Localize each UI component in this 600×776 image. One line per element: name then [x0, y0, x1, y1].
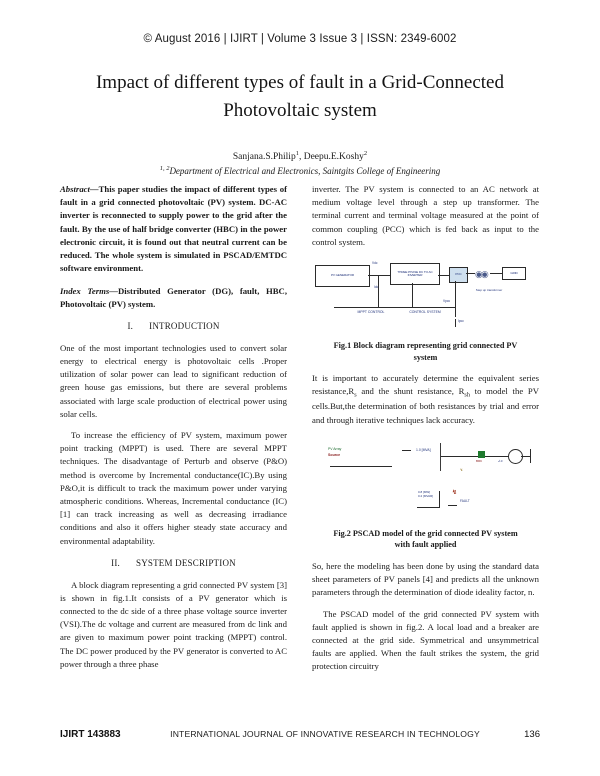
- figure1-wire-ipcc: [455, 319, 456, 327]
- figure1-wire-dc-tap: [378, 275, 379, 307]
- author-list: [0, 150, 600, 162]
- figure2-angle-label: ∠0: [498, 458, 503, 463]
- right-column: [312, 183, 539, 698]
- figure1-wire-transformer-grid: [490, 273, 502, 274]
- resistance-text-b: and the shunt resistance, R: [356, 386, 465, 397]
- figure-1: [312, 257, 539, 335]
- figure1-control-system-label: CONTROL SYSTEM: [409, 310, 441, 315]
- figure-2-caption-line-1: Fig.2 PSCAD model of the grid connected PV system: [333, 528, 518, 538]
- index-terms-paragraph: [60, 285, 287, 311]
- abstract-paragraph: [60, 183, 287, 276]
- title-line-1: Impact of different types of fault in a Grid-Connected: [95, 72, 504, 93]
- section-number-1: I.: [127, 320, 134, 331]
- resistance-sub-s: s: [354, 392, 357, 400]
- figure2-dc-link: [402, 450, 411, 451]
- figure1-label-idc: Idc: [374, 285, 379, 290]
- continuation-paragraph: inverter. The PV system is connected to an AC network at medium voltage level through a step up transformer. The terminal current and terminal voltage measured at the point of common coupling (PCC) which is fed back as input to the control system.: [312, 184, 539, 247]
- footer-page-number: 136: [524, 729, 540, 740]
- index-terms-label: Index Terms—: [60, 285, 118, 296]
- resistance-text-c: to model the PV cells.But,the determination of both resistances by trial and error and through iterative techniques lack accuracy.: [312, 386, 539, 425]
- resistance-text-a: It is important to accurately determine the equivalent series resistance,R: [312, 373, 539, 397]
- figure-1-caption-line-1: Fig.1 Block diagram representing grid connected PV: [333, 341, 518, 351]
- figure-2-diagram: [312, 435, 539, 523]
- figure2-fault-label: FAULT: [460, 498, 470, 503]
- figure1-pcc-box: PCC: [449, 267, 468, 283]
- author-two: , Deepu.E.Koshy: [298, 152, 364, 163]
- section-heading-system-description: [60, 557, 287, 571]
- figure-1-caption-line-2: system: [413, 352, 438, 362]
- affiliation: [0, 165, 600, 176]
- abstract-text: This paper studies the impact of different types of fault in a grid connected photovoltaic (PV) system. DC-AC inverter is reconnected to supply power to the grid after the fault. By the use of half bridge converter (HBC) in the power electronic circuit, it is found out that neutral current can be reduced. The whole system is simulated in PSCAD/EMTDC software environment.: [60, 184, 287, 274]
- figure2-source-terminal: [530, 449, 531, 463]
- page-title: [65, 69, 535, 124]
- figure1-wire-mppt-bus: [334, 307, 430, 308]
- resistance-sub-sh: sh: [464, 392, 470, 400]
- intro-paragraph-1: One of the most important technologies used to convert solar energy to electrical energy is photovoltaic cells .Proper utilization of solar power can lead to significant reduction of green house gas emissions, but there are several problems associated with large scale production of electrical power using solar cells.: [60, 342, 287, 419]
- section-title-2: SYSTEM DESCRIPTION: [135, 557, 236, 568]
- figure1-label-vdc: Vdc: [372, 261, 378, 266]
- figure1-wire-pv-inverter: [368, 275, 390, 276]
- figure1-wire-pcc-transformer: [466, 273, 475, 274]
- figure1-pv-generator-box: PV GENERATOR: [315, 265, 370, 287]
- index-terms-text: Distributed Generator (DG), fault, HBC, Photovoltaic (PV) system.: [60, 285, 288, 309]
- figure2-source-label: Source: [328, 452, 341, 457]
- left-column: [60, 183, 287, 698]
- figure2-fault-icon: ↯: [452, 489, 458, 496]
- figure1-label-ipcc: Ipcc: [458, 319, 464, 324]
- figure1-inverter-box: THREE PHASE DC TO AC INVERTER: [390, 263, 440, 285]
- figure1-wire-pcc-down: [455, 281, 456, 317]
- footer-journal-name: INTERNATIONAL JOURNAL OF INNOVATIVE RESEARCH IN TECHNOLOGY: [170, 729, 480, 739]
- section-number-2: II.: [111, 557, 120, 568]
- figure2-ground-bar: [448, 505, 457, 506]
- figure2-breaker-label: BRK: [476, 458, 483, 463]
- figure1-grid-box: GRID: [502, 267, 526, 280]
- figure2-source-bus: [330, 466, 392, 467]
- footer-paper-code: IJIRT 143883: [60, 729, 121, 740]
- figure1-wire-control-up: [412, 283, 413, 307]
- system-paragraph-1: A block diagram representing a grid connected PV system [3] is shown in fig.1.It consists of a PV generator which is connected to the dc side of a three phase voltage source inverter (VSI).The dc voltage and current are measured from dc link and are given to maximum power point tracking (MPPT) control. The DC power produced by the PV generator is converted to AC power through a three phase: [60, 579, 287, 669]
- intro-paragraph-2: To increase the efficiency of PV system, maximum power point tracking (MPPT) is used. There are several MPPT techniques. The disadvantage of Perturb and observe (P&O) method is overcome by Incremental conductance(IC).By using P&O,it is difficult to track the maximum power under varying atmospheric conditions. Whereas, Incremental conductance (IC) [1] can track increasing as well as decreasing irradiance conditions and also it offers higher steady state accuracy and environmental adaptability.: [60, 429, 287, 546]
- figure1-label-vpcc: Vpcc: [443, 299, 451, 304]
- figure2-pv-array-label: PV Array: [328, 446, 342, 451]
- pscad-paragraph-1: So, here the modeling has been done by using the standard data sheet parameters of PV panels [4] and predicts all the unknown parameters through the determination of diode ideality factor, n.: [312, 560, 539, 598]
- figure-2: [312, 435, 539, 523]
- author-one: Sanjana.S.Philip: [232, 152, 296, 163]
- title-line-2: Photovoltaic system: [223, 99, 377, 121]
- figure1-transformer-label: Step up transformer: [475, 288, 503, 293]
- pscad-paragraph-2: The PSCAD model of the grid connected PV system with fault applied is shown in fig.2. A local load and a breaker are connected at the grid side. Symmetrical and unsymmetrical faults are applied. When the fault strikes the system, the grid protection circuitry: [312, 608, 539, 672]
- abstract-label: Abstract—: [60, 184, 99, 194]
- resistance-paragraph: [312, 372, 539, 427]
- journal-header: © August 2016 | IJIRT | Volume 3 Issue 3 | ISSN: 2349-6002: [143, 33, 457, 45]
- body-columns: [60, 183, 540, 698]
- figure-2-caption: [312, 528, 539, 551]
- figure-1-diagram: [312, 257, 539, 335]
- figure-1-caption: [312, 340, 539, 363]
- section-title-1: INTRODUCTION: [149, 320, 220, 331]
- figure1-wire-inverter-pcc: [438, 275, 449, 276]
- affiliation-text: Department of Electrical and Electronics, Saintgits College of Engineering: [169, 166, 441, 177]
- author-one-sup: 1: [295, 150, 299, 158]
- figure-2-caption-line-2: with fault applied: [394, 540, 457, 550]
- figure2-local-load-label: 0.8 [MW] 0.2 [MVAR]: [418, 489, 434, 499]
- figure2-load-tap-label: ↯: [460, 467, 464, 472]
- figure1-mppt-control-label: MPPT CONTROL: [357, 310, 385, 315]
- figure2-bus-bar: [440, 443, 441, 471]
- figure1-transformer-icon: ◉◉: [475, 269, 487, 280]
- figure2-bus-label: 1.0 [MVA]: [416, 447, 431, 452]
- section-heading-introduction: [60, 320, 287, 334]
- affiliation-sup: 1, 2: [159, 165, 170, 173]
- figure2-breaker-icon: [478, 451, 485, 458]
- figure1-wire-control-bus: [430, 307, 456, 308]
- author-two-sup: 2: [363, 150, 368, 158]
- page-footer: [60, 729, 540, 740]
